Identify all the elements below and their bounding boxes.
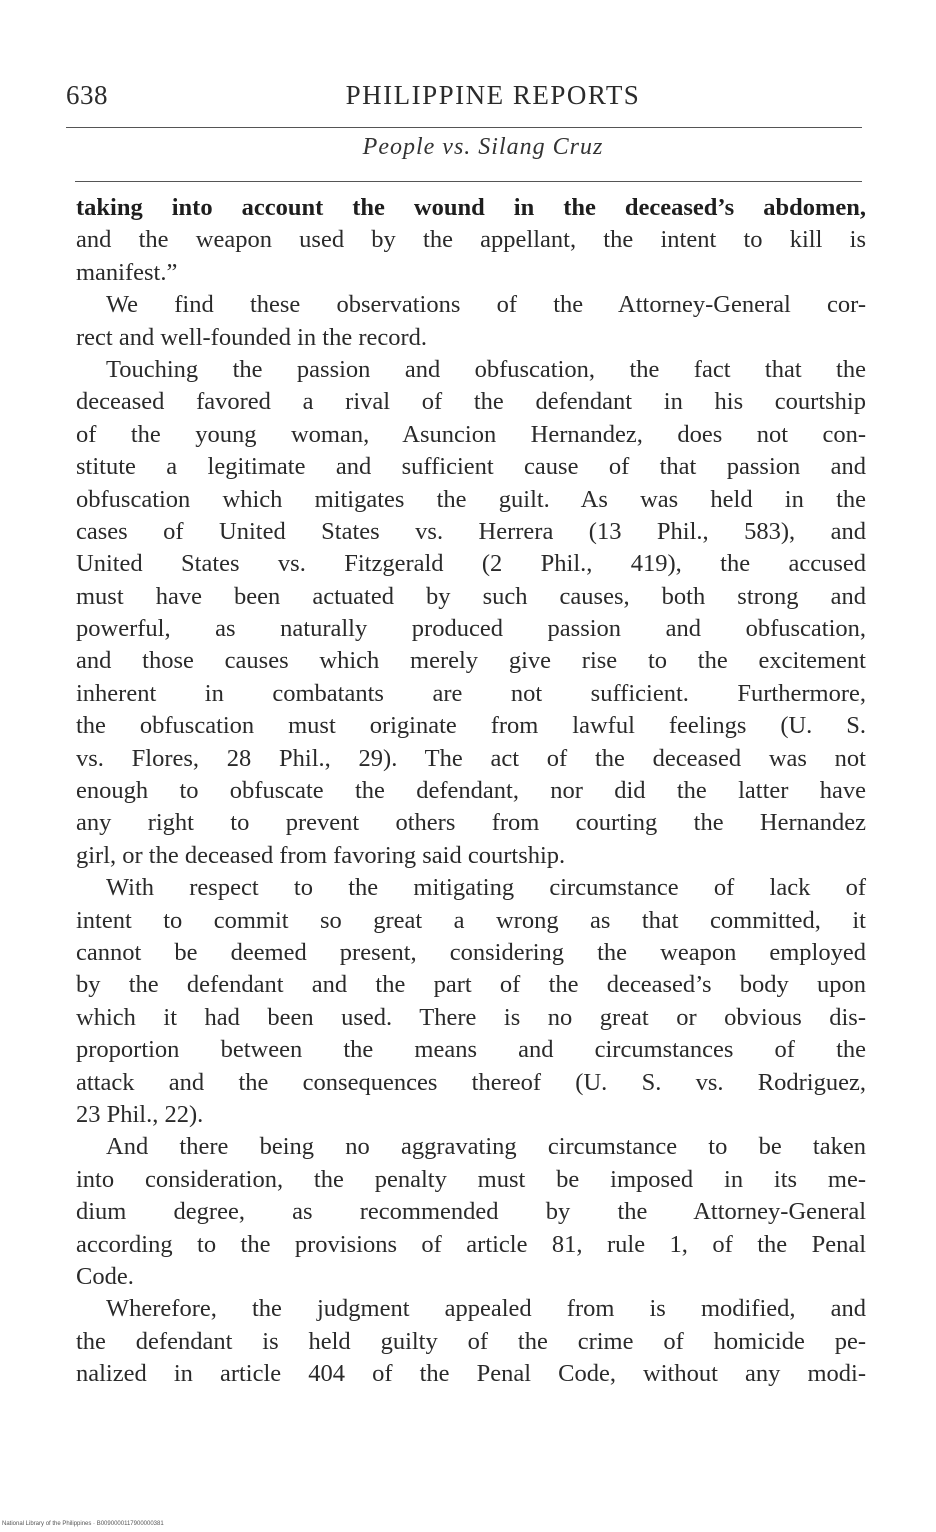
- text-line: the defendant is held guilty of the crime of homicide pe-: [76, 1327, 866, 1355]
- text-line: stitute a legitimate and sufficient cause of that passion and: [76, 453, 866, 481]
- text-line: proportion between the means and circumstances of the: [76, 1036, 866, 1064]
- text-line: taking into account the wound in the deceased’s abdomen,: [76, 194, 866, 221]
- text-line: and those causes which merely give rise to the excitement: [76, 647, 866, 675]
- running-head: PHILIPPINE REPORTS: [345, 80, 641, 110]
- text-line: United States vs. Fitzgerald (2 Phil., 419), the accused: [76, 550, 866, 578]
- text-line: deceased favored a rival of the defendant in his courtship: [76, 388, 866, 416]
- text-line: With respect to the mitigating circumstance of lack of: [106, 874, 866, 902]
- case-title: People vs. Silang Cruz: [362, 134, 604, 160]
- text-line: nalized in article 404 of the Penal Code, without any modi-: [76, 1360, 866, 1388]
- text-line: inherent in combatants are not sufficient. Furthermore,: [76, 679, 866, 707]
- text-line: into consideration, the penalty must be imposed in its me-: [76, 1165, 866, 1193]
- text-line: and the weapon used by the appellant, the intent to kill is: [76, 226, 866, 254]
- text-line: manifest.”: [76, 258, 178, 286]
- text-line: according to the provisions of article 81, rule 1, of the Penal: [76, 1230, 866, 1258]
- text-line: cases of United States vs. Herrera (13 Phil., 583), and: [76, 517, 866, 545]
- text-line: intent to commit so great a wrong as that committed, it: [76, 906, 866, 934]
- text-line: the obfuscation must originate from lawful feelings (U. S.: [76, 712, 866, 740]
- text-line: Touching the passion and obfuscation, the fact that the: [106, 355, 866, 383]
- footer-note: National Library of the Philippines · B0090000117900000381: [2, 1521, 164, 1527]
- text-line: by the defendant and the part of the deceased’s body upon: [76, 971, 866, 999]
- text-line: obfuscation which mitigates the guilt. As was held in the: [76, 485, 866, 513]
- body-text: [76, 192, 866, 1390]
- header-rule-top: [66, 127, 862, 128]
- text-line: any right to prevent others from courting the Hernandez: [76, 809, 866, 837]
- text-line: rect and well-founded in the record.: [76, 323, 428, 351]
- text-line: cannot be deemed present, considering the weapon employed: [76, 938, 866, 966]
- text-line: 23 Phil., 22).: [76, 1100, 204, 1128]
- text-line: of the young woman, Asuncion Hernandez, does not con-: [76, 420, 866, 448]
- text-line: attack and the consequences thereof (U. S. vs. Rodriguez,: [76, 1068, 866, 1096]
- text-line: powerful, as naturally produced passion and obfuscation,: [76, 615, 866, 643]
- text-line: enough to obfuscate the defendant, nor did the latter have: [76, 777, 866, 805]
- text-line: girl, or the deceased from favoring said courtship.: [76, 841, 566, 869]
- text-line: vs. Flores, 28 Phil., 29). The act of the deceased was not: [76, 744, 866, 772]
- text-line: Wherefore, the judgment appealed from is modified, and: [106, 1295, 866, 1323]
- text-line: must have been actuated by such causes, both strong and: [76, 582, 866, 610]
- header-rule-bottom: [75, 181, 862, 182]
- page-number: 638: [66, 80, 108, 110]
- text-line: And there being no aggravating circumstance to be taken: [106, 1133, 866, 1161]
- text-line: Code.: [76, 1262, 134, 1290]
- text-line: which it had been used. There is no great or obvious dis-: [76, 1003, 866, 1031]
- text-line: We find these observations of the Attorney-General cor-: [106, 291, 866, 319]
- text-line: dium degree, as recommended by the Attorney-General: [76, 1198, 866, 1226]
